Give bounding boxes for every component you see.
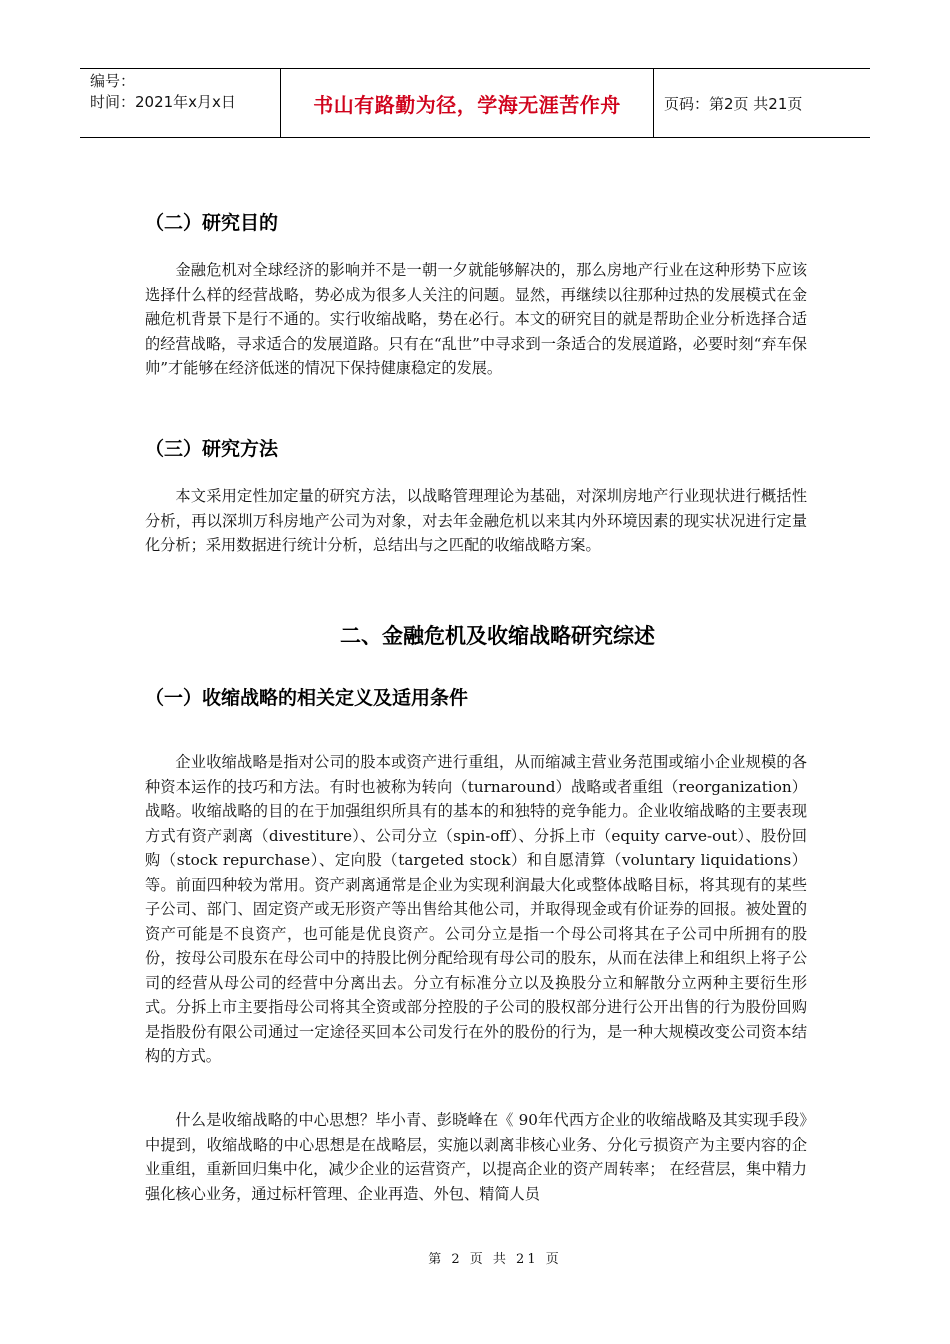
- chapter-title: 二、金融危机及收缩战略研究综述: [340, 624, 655, 648]
- paragraph-research-purpose: 金融危机对全球经济的影响并不是一朝一夕就能够解决的，那么房地产行业在这种形势下应该选择什么样的经营战略，势必成为很多人关注的问题。显然，再继续以往那种过热的发展模式在金融危机背景下是行不通的。实行收缩战略，势在必行。本文的研究目的就是帮助企业分析选择合适的经营战略，寻求适合的发展道路。只有在“乱世”中寻求到一条适合的发展道路，必要时刻“弃车保帅”才能够在经济低迷的情况下保持健康稳定的发展。: [145, 261, 807, 377]
- section-heading-definition: （一）收缩战略的相关定义及适用条件: [145, 687, 469, 709]
- page-footer: 第 2 页 共 21 页: [428, 1252, 562, 1267]
- header-table: [80, 68, 870, 138]
- paragraph-central-idea: 什么是收缩战略的中心思想？毕小青、彭晓峰在《 90年代西方企业的收缩战略及其实现手段》中提到，收缩战略的中心思想是在战略层，实施以剥离非核心业务、分化亏损资产为主要内容的企业重组，重新回归集中化，减少企业的运营资产，以提高企业的资产周转率； 在经营层，集中精力强化核心业务，通过标杆管理、企业再造、外包、精简人员: [145, 1111, 807, 1203]
- page-info: 页码：第2页 共21页: [664, 94, 803, 113]
- time-label: 时间：2021年x月x日: [90, 93, 236, 111]
- section-heading-research-method: （三）研究方法: [145, 438, 279, 460]
- motto: 书山有路勤为径，学海无涯苦作舟: [280, 69, 654, 137]
- section-heading-research-purpose: （二）研究目的: [145, 212, 279, 234]
- paragraph-definition: 企业收缩战略是指对公司的股本或资产进行重组，从而缩减主营业务范围或缩小企业规模的各种资本运作的技巧和方法。有时也被称为转向（turnaround）战略或者重组（reorganization）战略。收缩战略的目的在于加强组织所具有的基本的和独特的竞争能力。企业收缩战略的主要表现方式有资产剥离（divestiture）、公司分立（spin-off）、分拆上市（equity carve-out）、股份回购（stock repurchase）、定向股（targeted stock）和自愿清算（voluntary liquidations）等。前面四种较为常用。资产剥离通常是企业为实现利润最大化或整体战略目标，将其现有的某些子公司、部门、固定资产或无形资产等出售给其他公司，并取得现金或有价证券的回报。被处置的资产可能是不良资产，也可能是优良资产。公司分立是指一个母公司将其在子公司中所拥有的股份，按母公司股东在母公司中的持股比例分配给现有母公司的股东，从而在法律上和组织上将子公司的经营从母公司的经营中分离出去。分立有标准分立以及换股分立和解散分立两种主要衍生形式。分拆上市主要指母公司将其全资或部分控股的子公司的股权部分进行公开出售的行为股份回购是指股份有限公司通过一定途径买回本公司发行在外的股份的行为，是一种大规模改变公司资本结构的方式。: [145, 753, 807, 1065]
- paragraph-research-method: 本文采用定性加定量的研究方法，以战略管理理论为基础，对深圳房地产行业现状进行概括性分析，再以深圳万科房地产公司为对象，对去年金融危机以来其内外环境因素的现实状况进行定量化分析；采用数据进行统计分析，总结出与之匹配的收缩战略方案。: [145, 487, 807, 554]
- number-label: 编号：: [90, 72, 136, 90]
- header-meta: [80, 69, 280, 137]
